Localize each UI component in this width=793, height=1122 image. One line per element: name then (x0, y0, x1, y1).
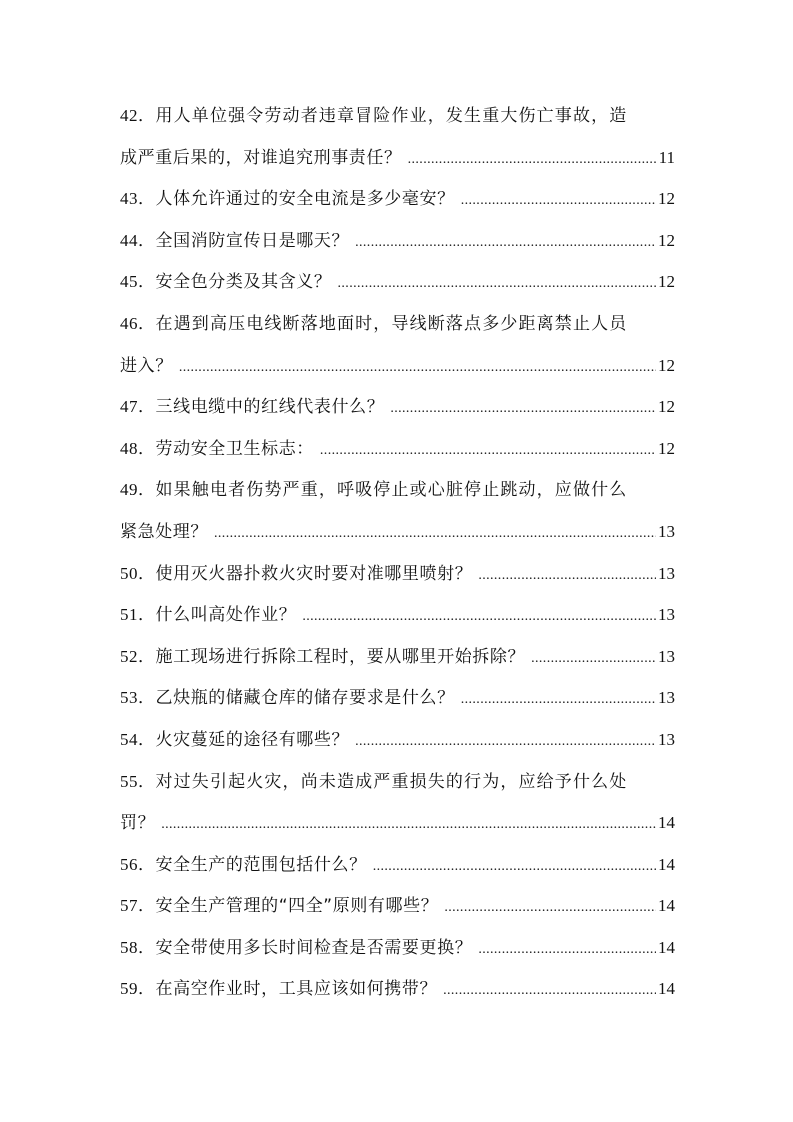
toc-entry-title: 对过失引起火灾，尚未造成严重损失的行为，应给予什么处 (155, 771, 628, 792)
toc-entry-title: 在遇到高压电线断落地面时，导线断落点多少距离禁止人员 (155, 313, 628, 334)
toc-page-number: 13 (658, 605, 675, 625)
toc-page-number: 13 (658, 688, 675, 708)
toc-page-number: 13 (658, 521, 675, 541)
toc-page-number: 14 (658, 979, 675, 999)
toc-entry-title: 安全带使用多长时间检查是否需要更换？ (155, 937, 473, 958)
toc-entry-number: 49． (120, 480, 156, 500)
toc-entry-number: 51． (120, 605, 156, 625)
toc-entry-43[interactable] (120, 178, 675, 220)
toc-entry-45[interactable] (120, 261, 675, 303)
toc-page-number: 14 (658, 854, 675, 874)
toc-page-number: 13 (658, 729, 675, 749)
toc-page-number: 12 (658, 397, 675, 417)
dot-leader (461, 180, 656, 222)
toc-entry-title: 安全色分类及其含义？ (155, 272, 332, 293)
toc-entry-46-continued[interactable] (120, 345, 675, 387)
toc-entry-number: 54． (120, 729, 156, 749)
dot-leader (478, 929, 656, 971)
toc-page-number: 11 (658, 147, 675, 167)
toc-entry-53[interactable] (120, 677, 675, 719)
table-of-contents (120, 95, 675, 1010)
toc-entry-57[interactable] (120, 885, 675, 927)
toc-entry-58[interactable] (120, 927, 675, 969)
toc-entry-number: 53． (120, 688, 156, 708)
toc-entry-title: 安全生产管理的“四全”原则有哪些？ (155, 896, 439, 917)
dot-leader (408, 139, 657, 181)
toc-entry-42-continued[interactable] (120, 137, 675, 179)
toc-entry-title: 乙炔瓶的储藏仓库的储存要求是什么？ (155, 688, 455, 709)
toc-entry-title: 劳动安全卫生标志： (155, 438, 314, 459)
toc-entry-44[interactable] (120, 220, 675, 262)
toc-page-number: 14 (658, 896, 675, 916)
toc-entry-46[interactable] (120, 303, 675, 345)
dot-leader (461, 679, 656, 721)
toc-entry-number: 55． (120, 771, 156, 791)
toc-entry-title: 全国消防宣传日是哪天？ (155, 230, 350, 251)
toc-page-number: 12 (658, 189, 675, 209)
toc-entry-title-continued: 罚？ (120, 813, 156, 834)
toc-entry-52[interactable] (120, 636, 675, 678)
dot-leader (390, 388, 656, 430)
toc-page-number: 14 (658, 937, 675, 957)
toc-entry-title-continued: 成严重后果的，对谁追究刑事责任？ (120, 147, 402, 168)
toc-entry-title: 在高空作业时，工具应该如何携带？ (155, 979, 438, 1000)
toc-entry-51[interactable] (120, 594, 675, 636)
toc-entry-title: 施工现场进行拆除工程时，要从哪里开始拆除？ (155, 646, 526, 667)
toc-entry-number: 47． (120, 397, 156, 417)
toc-entry-number: 57． (120, 896, 156, 916)
toc-entry-59[interactable] (120, 968, 675, 1010)
toc-entry-title-continued: 紧急处理？ (120, 521, 208, 542)
toc-entry-title: 人体允许通过的安全电流是多少毫安？ (155, 189, 455, 210)
toc-entry-number: 48． (120, 438, 156, 458)
toc-entry-number: 59． (120, 979, 156, 999)
dot-leader (531, 638, 656, 680)
toc-entry-number: 52． (120, 646, 156, 666)
dot-leader (355, 222, 656, 264)
dot-leader (338, 263, 657, 305)
toc-entry-number: 42． (120, 106, 156, 125)
toc-entry-title-continued: 进入？ (120, 355, 173, 376)
toc-entry-49-continued[interactable] (120, 511, 675, 553)
toc-entry-title: 安全生产的范围包括什么？ (155, 854, 367, 875)
toc-page-number: 14 (658, 813, 675, 833)
dot-leader (161, 804, 656, 846)
dot-leader (214, 513, 656, 555)
toc-entry-55[interactable] (120, 761, 675, 803)
dot-leader (302, 596, 656, 638)
toc-page-number: 12 (658, 438, 675, 458)
toc-page-number: 12 (658, 355, 675, 375)
toc-entry-number: 56． (120, 854, 156, 874)
toc-entry-number: 45． (120, 272, 156, 292)
dot-leader (355, 721, 656, 763)
toc-entry-number: 58． (120, 937, 156, 957)
toc-entry-number: 46． (120, 313, 156, 333)
toc-entry-number: 50． (120, 563, 156, 583)
toc-page-number: 12 (658, 272, 675, 292)
toc-entry-title: 使用灭火器扑救火灾时要对准哪里喷射？ (155, 563, 473, 584)
toc-entry-42[interactable] (120, 95, 675, 137)
dot-leader (373, 846, 656, 888)
toc-entry-title: 用人单位强令劳动者违章冒险作业，发生重大伤亡事故，造 (155, 106, 628, 126)
dot-leader (443, 970, 656, 1012)
toc-entry-55-continued[interactable] (120, 802, 675, 844)
toc-page-number: 13 (658, 563, 675, 583)
toc-page-number: 13 (658, 646, 675, 666)
dot-leader (478, 555, 656, 597)
toc-entry-54[interactable] (120, 719, 675, 761)
toc-entry-50[interactable] (120, 553, 675, 595)
toc-entry-48[interactable] (120, 428, 675, 470)
toc-entry-title: 三线电缆中的红线代表什么？ (155, 397, 385, 418)
toc-entry-title: 如果触电者伤势严重，呼吸停止或心脏停止跳动，应做什么 (155, 480, 628, 501)
toc-entry-49[interactable] (120, 469, 675, 511)
toc-entry-56[interactable] (120, 844, 675, 886)
toc-entry-number: 43． (120, 189, 156, 209)
toc-entry-title: 什么叫高处作业？ (155, 605, 297, 626)
toc-entry-title: 火灾蔓延的途径有哪些？ (155, 729, 350, 750)
dot-leader (320, 430, 656, 472)
toc-page-number: 12 (658, 230, 675, 250)
toc-entry-47[interactable] (120, 386, 675, 428)
dot-leader (444, 887, 656, 929)
dot-leader (179, 347, 656, 389)
toc-entry-number: 44． (120, 230, 156, 250)
